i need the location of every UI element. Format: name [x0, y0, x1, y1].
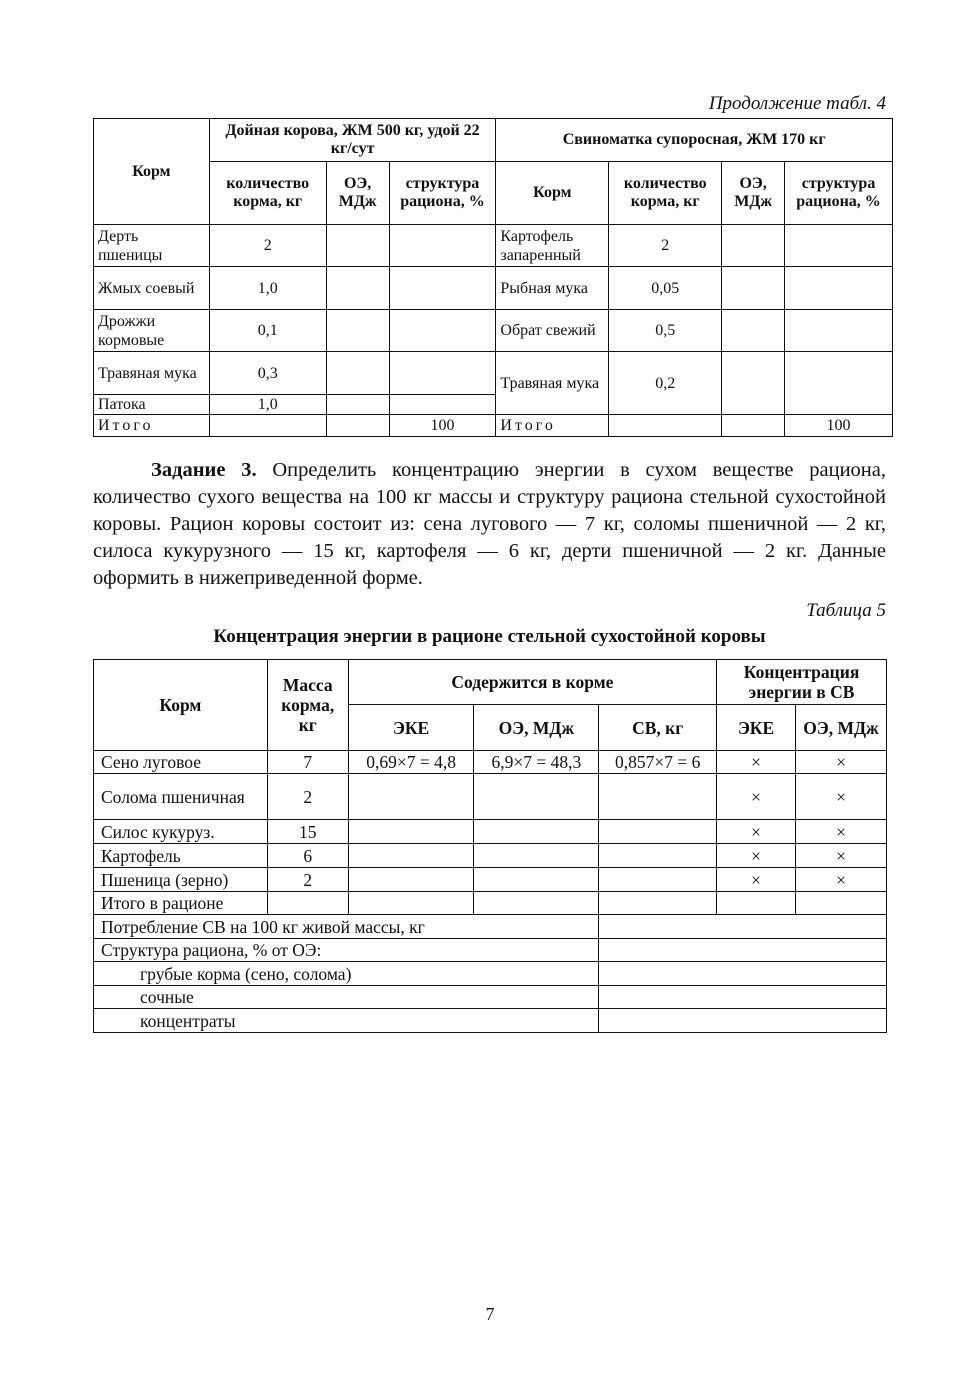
mass-cell: 2: [267, 868, 348, 892]
table-row: [94, 868, 887, 892]
consumption-row: [94, 915, 887, 939]
task3-paragraph: [93, 457, 886, 592]
feed-cell: Травяная мука: [496, 352, 609, 415]
conc-oe-cell: ×: [796, 774, 887, 820]
table5-label: Таблица 5: [806, 600, 886, 621]
amount-cell: 0,3: [209, 352, 326, 395]
eke-cell: [348, 868, 474, 892]
structure-item: концентраты: [94, 1009, 599, 1033]
table-row: [94, 352, 893, 395]
sv-cell: 0,857×7 = 6: [599, 751, 717, 774]
feed-cell: Солома пшеничная: [94, 774, 268, 820]
table-row: [94, 225, 893, 267]
sub-header-eke: ЭКЕ: [348, 705, 474, 751]
task3-text: Определить концентрацию энергии в сухом веществе рациона, количество сухого вещества на 100 кг массы и структуру рациона стельной сухостойной коровы. Рацион коровы состоит из: сена лугового — 7 кг, соломы пшеничной — 2 кг, силоса кукурузного — 15 кг, картофеля — 6 кг, дерти пшеничной — 2 кг. Данные оформить в нижеприведенной форме.: [93, 459, 887, 589]
conc-eke-cell: ×: [717, 868, 796, 892]
amount-cell: 0,2: [609, 352, 722, 415]
total-structure-cell: 100: [785, 415, 893, 437]
table-row: [94, 820, 887, 844]
sv-cell: [599, 774, 717, 820]
structure-item: грубые корма (сено, солома): [94, 962, 599, 986]
sub-header-conc-eke: ЭКЕ: [717, 705, 796, 751]
conc-eke-cell: ×: [717, 751, 796, 774]
total-structure-cell: 100: [389, 415, 496, 437]
eke-cell: [348, 844, 474, 868]
conc-eke-cell: ×: [717, 820, 796, 844]
total-row: [94, 415, 893, 437]
mass-cell: 2: [267, 774, 348, 820]
amount-cell: 1,0: [209, 267, 326, 310]
total-label: Итого: [496, 415, 609, 437]
structure-item-row: [94, 1009, 887, 1033]
sub-header-amount: количество корма, кг: [209, 162, 326, 225]
sub-header-oe: ОЭ, МДж: [326, 162, 389, 225]
oe-cell: [474, 820, 599, 844]
page-number: 7: [485, 1304, 495, 1324]
conc-eke-cell: ×: [717, 774, 796, 820]
structure-label: Структура рациона, % от ОЭ:: [94, 939, 599, 962]
amount-cell: 0,1: [209, 310, 326, 352]
table4-continuation-caption: Продолжение табл. 4: [708, 93, 886, 114]
eke-cell: 0,69×7 = 4,8: [348, 751, 474, 774]
sub-header-conc-oe: ОЭ, МДж: [796, 705, 887, 751]
amount-cell: 2: [609, 225, 722, 267]
eke-cell: [348, 774, 474, 820]
table5-title: Концентрация энергии в рационе стельной сухостойной коровы: [213, 626, 766, 647]
conc-oe-cell: ×: [796, 844, 887, 868]
mass-cell: 15: [267, 820, 348, 844]
total-row: [94, 892, 887, 915]
oe-cell: [474, 844, 599, 868]
structure-row: [94, 939, 887, 962]
consumption-label: Потребление СВ на 100 кг живой массы, кг: [94, 915, 599, 939]
amount-cell: 1,0: [209, 395, 326, 415]
feed-cell: Травяная мука: [94, 352, 210, 395]
conc-oe-cell: ×: [796, 820, 887, 844]
feed-cell: Картофель запаренный: [496, 225, 609, 267]
feed-cell: Сено луговое: [94, 751, 268, 774]
conc-oe-cell: ×: [796, 868, 887, 892]
sub-header-oe: ОЭ, МДж: [474, 705, 599, 751]
col-header-feed: Корм: [94, 660, 268, 751]
col-header-concentration: Концентрация энергии в СВ: [717, 660, 887, 705]
total-label: Итого: [94, 415, 210, 437]
feed-cell: Картофель: [94, 844, 268, 868]
table-row: [94, 844, 887, 868]
feed-cell: Пшеница (зерно): [94, 868, 268, 892]
sv-cell: [599, 820, 717, 844]
sub-header-amount: количество корма, кг: [609, 162, 722, 225]
group-header-cow: Дойная корова, ЖМ 500 кг, удой 22 кг/сут: [209, 119, 496, 162]
eke-cell: [348, 820, 474, 844]
structure-item: сочные: [94, 986, 599, 1009]
conc-oe-cell: ×: [796, 751, 887, 774]
amount-cell: 0,05: [609, 267, 722, 310]
table-row: [94, 751, 887, 774]
feed-cell: Рыбная мука: [496, 267, 609, 310]
feed-cell: Силос кукуруз.: [94, 820, 268, 844]
feed-cell: Дрожжи кормовые: [94, 310, 210, 352]
sub-header-structure: структура рациона, %: [389, 162, 496, 225]
total-label: Итого в рационе: [94, 892, 268, 915]
col-header-mass: Масса корма, кг: [267, 660, 348, 751]
table-5: [93, 659, 887, 1033]
mass-cell: 7: [267, 751, 348, 774]
sub-header-oe: ОЭ, МДж: [722, 162, 785, 225]
table-4: [93, 118, 893, 437]
amount-cell: 0,5: [609, 310, 722, 352]
sub-header-sv: СВ, кг: [599, 705, 717, 751]
amount-cell: 2: [209, 225, 326, 267]
feed-cell: Патока: [94, 395, 210, 415]
structure-item-row: [94, 962, 887, 986]
oe-cell: [474, 868, 599, 892]
table-row: [94, 267, 893, 310]
mass-cell: 6: [267, 844, 348, 868]
col-header-contains: Содержится в корме: [348, 660, 716, 705]
oe-cell: 6,9×7 = 48,3: [474, 751, 599, 774]
task3-title: Задание 3.: [151, 459, 257, 481]
sv-cell: [599, 844, 717, 868]
table-row: [94, 774, 887, 820]
table-row: [94, 310, 893, 352]
sub-header-feed: Корм: [496, 162, 609, 225]
col-header-feed: Корм: [94, 119, 210, 225]
feed-cell: Дерть пшеницы: [94, 225, 210, 267]
conc-eke-cell: ×: [717, 844, 796, 868]
structure-item-row: [94, 986, 887, 1009]
feed-cell: Обрат свежий: [496, 310, 609, 352]
group-header-sow: Свиноматка супоросная, ЖМ 170 кг: [496, 119, 893, 162]
sub-header-structure: структура рациона, %: [785, 162, 893, 225]
sv-cell: [599, 868, 717, 892]
oe-cell: [474, 774, 599, 820]
feed-cell: Жмых соевый: [94, 267, 210, 310]
